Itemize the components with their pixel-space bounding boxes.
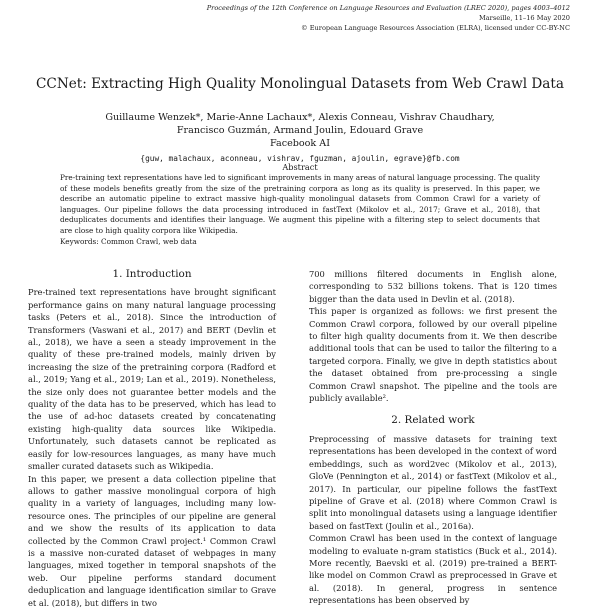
abstract-heading: Abstract bbox=[282, 162, 318, 172]
introduction-heading: 1. Introduction bbox=[112, 268, 192, 280]
authors-line-2: Francisco Guzmán, Armand Joulin, Edouard Grave bbox=[176, 125, 424, 136]
intro-paragraph-2: In this paper, we present a data collection pipeline that allows to gather massive monolingual corpora of high quality in a variety of languages, including many low-resource ones. The principles of our pipeline are general and we show the results of its application to data collected by the Common Crawl project.¹ Common Crawl is a massive non-curated dataset of webpages in many languages, mixed together in temporal snapshots of the web. Our pipeline performs standard document deduplication and language identification similar to Grave et al. (2018), but differs in two bbox=[28, 473, 276, 608]
left-column bbox=[28, 268, 276, 609]
proceedings-line: Proceedings of the 12th Conference on Language Resources and Evaluation (LREC 2020), pages 4003–4012 bbox=[206, 4, 570, 12]
intro-paragraph-1: Pre-trained text representations have brought significant performance gains on many natural language processing tasks (Peters et al., 2018). Since the introduction of Transformers (Vaswani et al., 2017) and BERT (Devlin et al., 2018), we have a seen a steady improvement in the quality of these pre-trained models, mainly driven by increasing the size of the pretraining corpora (Radford et al., 2019; Yang et al., 2019; Lan et al., 2019). Nonetheless, the size only does not guarantee better models and the quality of the data has to be preserved, which has lead to the use of ad-hoc datasets created by concatenating existing high-quality data sources like Wikipedia. Unfortunately, such datasets cannot be replicated as easily for low-resources languages, as many have much smaller curated datasets such as Wikipedia. bbox=[28, 287, 276, 472]
related-work-heading: 2. Related work bbox=[391, 414, 475, 427]
intro-paragraph-4: This paper is organized as follows: we first present the Common Crawl corpora, followed by our overall pipeline to filter high quality documents from it. We then describe additional tools that can be used to tailor the filtering to a targeted corpora. Finally, we give in depth statistics about the dataset obtained from pre-processing a single Common Crawl snapshot. The pipeline and the tools are publicly available². bbox=[309, 306, 557, 404]
author-block bbox=[0, 111, 600, 165]
right-column bbox=[309, 268, 557, 607]
license-line: © European Language Resources Association (ELRA), licensed under CC-BY-NC bbox=[301, 24, 570, 32]
keywords: Keywords: Common Crawl, web data bbox=[60, 237, 197, 246]
author-emails: {guw, malachaux, aconneau, vishrav, fguzman, ajoulin, egrave}@fb.com bbox=[140, 154, 460, 163]
authors-line-1: Guillaume Wenzek*, Marie-Anne Lachaux*, Alexis Conneau, Vishrav Chaudhary, bbox=[105, 112, 495, 123]
affiliation: Facebook AI bbox=[269, 138, 331, 149]
proceedings-header bbox=[150, 3, 570, 33]
paper-title: CCNet: Extracting High Quality Monolingual Datasets from Web Crawl Data bbox=[36, 76, 564, 92]
intro-paragraph-3: 700 millions filtered documents in English alone, corresponding to 532 billions tokens. That is 120 times bigger than the data used in Devlin et al. (2018). bbox=[309, 269, 557, 304]
abstract-text: Pre-training text representations have led to significant improvements in many areas of natural language processing. The quality of these models benefits greatly from the size of the pretraining corpora as long as its quality is preserved. In this paper, we describe an automatic pipeline to extract massive high-quality monolingual datasets from Common Crawl for a variety of languages. Our pipeline follows the data processing introduced in fastText (Mikolov et al., 2017; Grave et al., 2018), that deduplicates documents and identifies their language. We augment this pipeline with a filtering step to select documents that are close to high quality corpora like Wikipedia. bbox=[60, 173, 540, 235]
related-paragraph-1: Preprocessing of massive datasets for training text representations has been developed in the context of word embeddings, such as word2vec (Mikolov et al., 2013), GloVe (Pennington et al., 2014) or fastText (Mikolov et al., 2017). In particular, our pipeline follows the fastText pipeline of Grave et al. (2018) where Common Crawl is split into monolingual datasets using a language identifier based on fastText (Joulin et al., 2016a). bbox=[309, 433, 557, 531]
location-line: Marseille, 11–16 May 2020 bbox=[479, 14, 570, 22]
related-paragraph-2: Common Crawl has been used in the context of language modeling to evaluate n-gram statistics (Buck et al., 2014). More recently, Baevski et al. (2019) pre-trained a BERT-like model on Common Crawl as preprocessed in Grave et al. (2018). In general, progress in sentence representations has been observed by bbox=[309, 533, 557, 606]
